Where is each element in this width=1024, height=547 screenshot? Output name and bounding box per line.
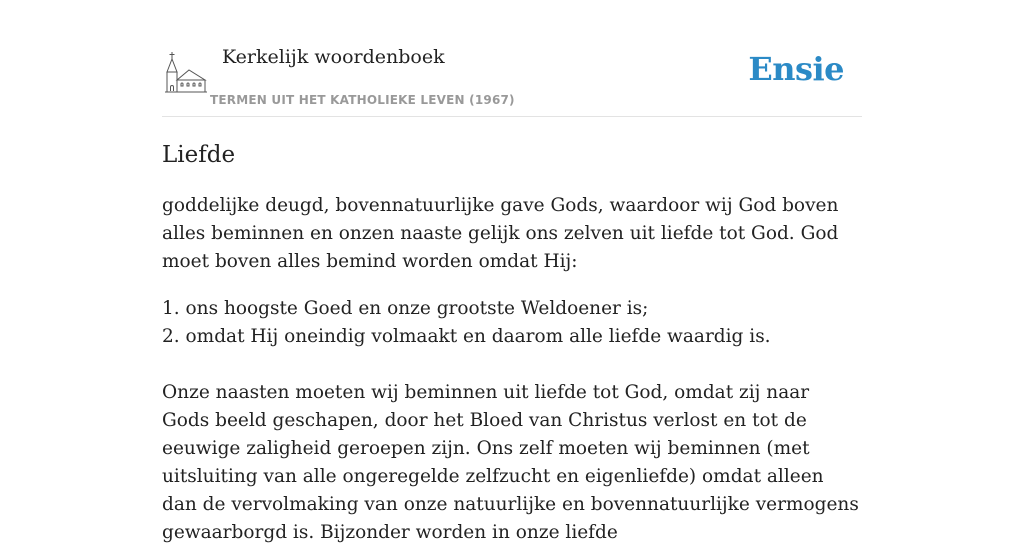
- book-title[interactable]: Kerkelijk woordenboek: [222, 46, 445, 68]
- entry-content: [162, 140, 862, 547]
- entry-list: [162, 295, 862, 351]
- entry-body-paragraph: Onze naasten moeten wij beminnen uit liefde tot God, omdat zij naar Gods beeld geschapen, door het Bloed van Christus verlost en tot de eeuwige zaligheid geroepen zijn. Ons zelf moeten wij beminnen (met uitsluiting van alle ongeregelde zelfzucht en eigenliefde) omdat alleen dan de vervolmaking van onze natuurlijke en bovennatuurlijke vermogens gewaarborgd is. Bijzonder worden in onze liefde: [162, 382, 859, 543]
- church-icon[interactable]: [165, 50, 207, 94]
- entry-intro-paragraph: goddelijke deugd, bovennatuurlijke gave Gods, waardoor wij God boven alles beminnen en onzen naaste gelijk ons zelven uit liefde tot God. God moet boven alles bemind worden omdat Hij:: [162, 195, 839, 272]
- page-header: [162, 40, 862, 117]
- ensie-logo[interactable]: Ensie: [748, 50, 844, 88]
- list-item: 2. omdat Hij oneindig volmaakt en daarom alle liefde waardig is.: [162, 326, 771, 347]
- list-item: 1. ons hoogste Goed en onze grootste Weldoener is;: [162, 298, 649, 319]
- entry-title: Liefde: [162, 142, 236, 168]
- book-subtitle: TERMEN UIT HET KATHOLIEKE LEVEN (1967): [210, 93, 515, 107]
